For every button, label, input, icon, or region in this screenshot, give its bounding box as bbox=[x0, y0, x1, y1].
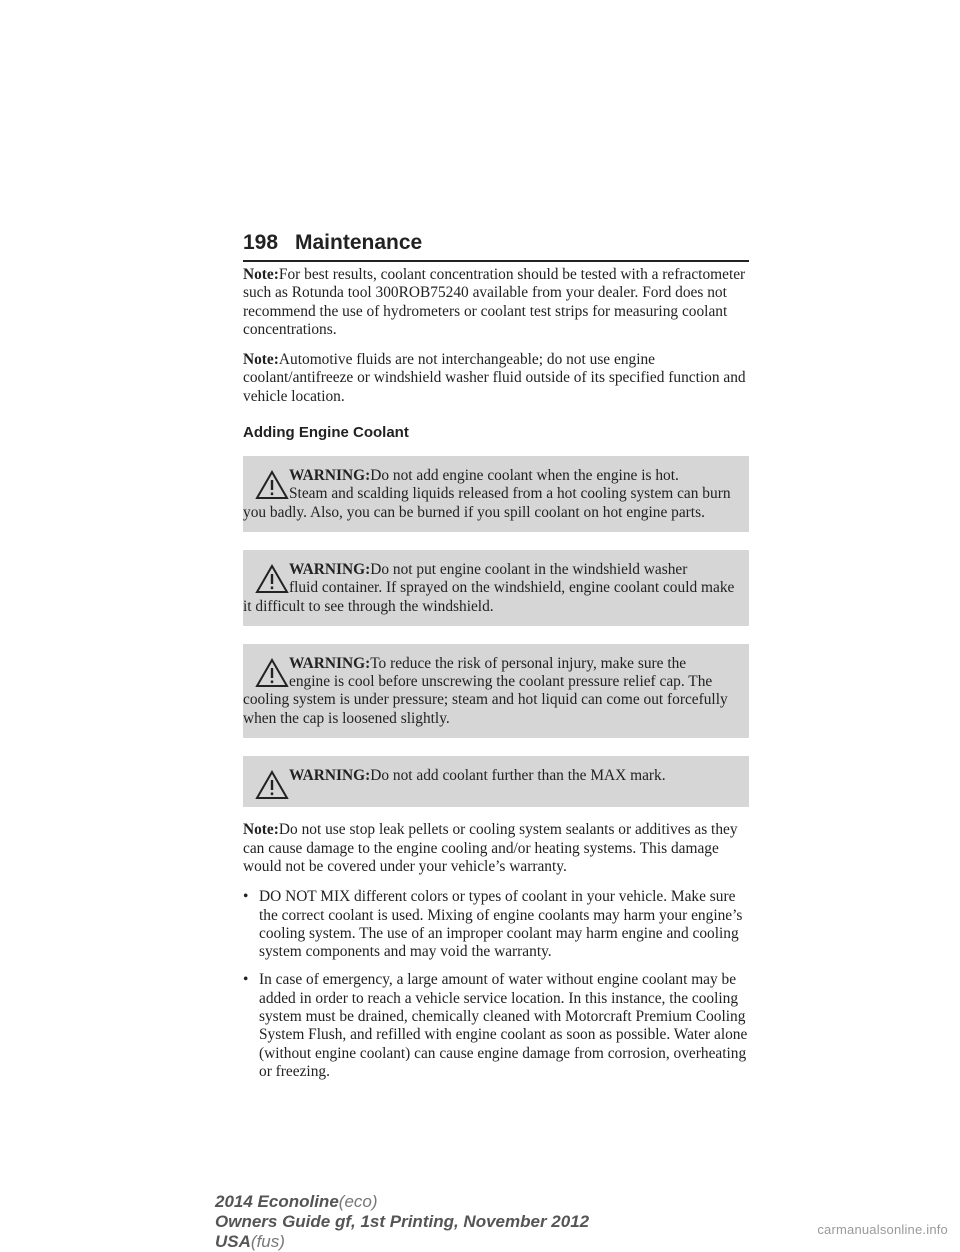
warning-continuation: fluid container. If sprayed on the windshield, engine coolant could make it difficult to see through the windshield. bbox=[243, 579, 735, 615]
note-text: For best results, coolant concentration should be tested with a refractometer such as Rotunda tool 300ROB75240 available from your dealer. Ford does not recommend the use of hydrometers or coolant test strips for measuring coolant concentrations. bbox=[243, 266, 746, 338]
section-title: Maintenance bbox=[295, 231, 423, 254]
page-content bbox=[243, 266, 749, 1091]
warning-continuation: Steam and scalding liquids released from a hot cooling system can burn you badly. Also, you can be burned if you spill coolant on hot engine parts. bbox=[243, 485, 731, 521]
note-label: Note: bbox=[243, 821, 279, 839]
warning-line1: Do not add engine coolant when the engine is hot. bbox=[370, 467, 679, 485]
bullet-list bbox=[243, 888, 749, 1081]
warning-label: WARNING: bbox=[289, 767, 371, 785]
list-item-text: DO NOT MIX different colors or types of coolant in your vehicle. Make sure the correct coolant is used. Mixing of engine coolants may harm your engine’s cooling system. The use of an improper coolant may harm engine and cooling system components and may void the warranty. bbox=[259, 888, 743, 961]
warning-triangle-icon bbox=[255, 658, 289, 688]
warning-continuation: engine is cool before unscrewing the coolant pressure relief cap. The cooling system is under pressure; steam and hot liquid can come out forcefully when the cap is loosened slightly. bbox=[243, 673, 728, 727]
warning-first-line bbox=[243, 767, 739, 785]
subheading: Adding Engine Coolant bbox=[243, 424, 409, 442]
note-text: Automotive fluids are not interchangeable; do not use engine coolant/antifreeze or windshield washer fluid outside of its specified function and vehicle location. bbox=[243, 351, 746, 405]
footer-line2: Owners Guide gf, 1st Printing, November 2012 bbox=[215, 1212, 590, 1231]
warning-label: WARNING: bbox=[289, 560, 371, 578]
warning-box bbox=[243, 756, 749, 807]
footer-line3: USA(fus) bbox=[215, 1232, 285, 1251]
list-item bbox=[243, 888, 749, 961]
warning-line1: To reduce the risk of personal injury, make sure the bbox=[370, 654, 687, 672]
warning-line1: Do not add coolant further than the MAX mark. bbox=[370, 767, 666, 785]
note-paragraph bbox=[243, 821, 749, 876]
warning-box bbox=[243, 644, 749, 738]
warning-label: WARNING: bbox=[289, 467, 371, 485]
warning-triangle-icon bbox=[255, 564, 289, 594]
warning-first-line bbox=[243, 655, 739, 673]
warning-line1: Do not put engine coolant in the windshield washer bbox=[370, 560, 688, 578]
footer bbox=[215, 1192, 589, 1252]
warning-box bbox=[243, 456, 749, 532]
note-paragraph bbox=[243, 266, 749, 339]
page-number: 198 bbox=[243, 231, 279, 254]
bullet-icon: • bbox=[243, 971, 249, 989]
note-label: Note: bbox=[243, 351, 279, 369]
warning-triangle-icon bbox=[255, 770, 289, 800]
warning-box bbox=[243, 550, 749, 626]
bullet-icon: • bbox=[243, 888, 249, 906]
warning-first-line bbox=[243, 467, 739, 485]
warning-first-line bbox=[243, 561, 739, 579]
page-header bbox=[243, 228, 749, 262]
warning-label: WARNING: bbox=[289, 654, 371, 672]
note-paragraph bbox=[243, 351, 749, 406]
note-label: Note: bbox=[243, 266, 279, 283]
list-item bbox=[243, 971, 749, 1081]
watermark: carmanualsonline.info bbox=[817, 1222, 948, 1237]
footer-line1: 2014 Econoline(eco) bbox=[215, 1192, 378, 1211]
list-item-text: In case of emergency, a large amount of water without engine coolant may be added in order to reach a vehicle service location. In this instance, the cooling system must be drained, chemically cleaned with Motorcraft Premium Cooling System Flush, and refilled with engine coolant as soon as possible. Water alone (without engine coolant) can cause engine damage from corrosion, overheating or freezing. bbox=[259, 971, 748, 1080]
warning-triangle-icon bbox=[255, 470, 289, 500]
note-text: Do not use stop leak pellets or cooling system sealants or additives as they can cause damage to the engine cooling and/or heating systems. This damage would not be covered under your vehicle’s warranty. bbox=[243, 821, 738, 875]
